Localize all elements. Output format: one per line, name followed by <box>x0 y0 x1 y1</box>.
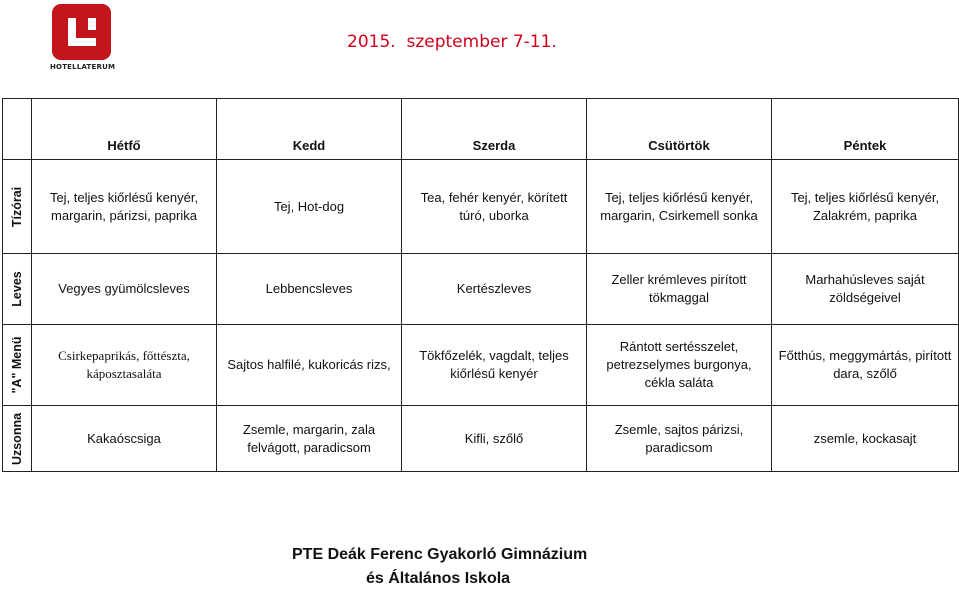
logo-text: HOTELLATERUM <box>50 63 116 71</box>
menu-date: 2015. szeptember 7-11. <box>347 32 557 52</box>
school-name-line1: PTE Deák Ferenc Gyakorló Gimnázium <box>292 546 588 563</box>
menu-cell: Tej, teljes kiőrlésű kenyér, Zalakrém, paprika <box>772 160 959 254</box>
menu-cell: Zsemle, margarin, zala felvágott, paradicsom <box>217 406 402 472</box>
menu-cell: Lebbencsleves <box>217 254 402 325</box>
menu-cell: Kertészleves <box>402 254 587 325</box>
menu-cell: Kakaóscsiga <box>32 406 217 472</box>
day-header: Kedd <box>217 99 402 160</box>
table-row <box>3 325 959 406</box>
table-row <box>3 160 959 254</box>
row-label: Tízórai <box>3 160 32 254</box>
logo-mark-icon <box>66 16 98 48</box>
menu-cell: zsemle, kockasajt <box>772 406 959 472</box>
menu-cell: Kifli, szőlő <box>402 406 587 472</box>
logo-box <box>52 4 111 60</box>
menu-cell: Főtthús, meggymártás, pirított dara, szőlő <box>772 325 959 406</box>
menu-cell: Rántott sertésszelet, petrezselymes burgonya, cékla saláta <box>587 325 772 406</box>
row-label: Leves <box>3 254 32 325</box>
hotel-laterum-logo <box>50 4 114 74</box>
table-row <box>3 406 959 472</box>
day-header: Szerda <box>402 99 587 160</box>
weekly-menu-table <box>2 98 959 472</box>
menu-cell: Tej, teljes kiőrlésű kenyér, margarin, Csirkemell sonka <box>587 160 772 254</box>
day-header: Hétfő <box>32 99 217 160</box>
menu-cell: Sajtos halfilé, kukoricás rizs, <box>217 325 402 406</box>
menu-cell: Tej, Hot-dog <box>217 160 402 254</box>
menu-cell: Vegyes gyümölcsleves <box>32 254 217 325</box>
header-row <box>3 99 959 160</box>
row-label: Uzsonna <box>3 406 32 472</box>
menu-cell: Marhahúsleves saját zöldségeivel <box>772 254 959 325</box>
menu-cell: Tökfőzelék, vagdalt, teljes kiőrlésű kenyér <box>402 325 587 406</box>
corner-cell <box>3 99 32 160</box>
day-header: Péntek <box>772 99 959 160</box>
menu-cell: Tej, teljes kiőrlésű kenyér, margarin, párizsi, paprika <box>32 160 217 254</box>
menu-cell: Csirkepaprikás, főttészta, káposztasaláta <box>32 325 217 406</box>
row-label: "A" Menü <box>3 325 32 406</box>
day-header: Csütörtök <box>587 99 772 160</box>
menu-cell: Tea, fehér kenyér, körített túró, uborka <box>402 160 587 254</box>
table-row <box>3 254 959 325</box>
menu-cell: Zeller krémleves pirított tökmaggal <box>587 254 772 325</box>
school-name-line2: és Általános Iskola <box>366 570 511 587</box>
menu-cell: Zsemle, sajtos párizsi, paradicsom <box>587 406 772 472</box>
